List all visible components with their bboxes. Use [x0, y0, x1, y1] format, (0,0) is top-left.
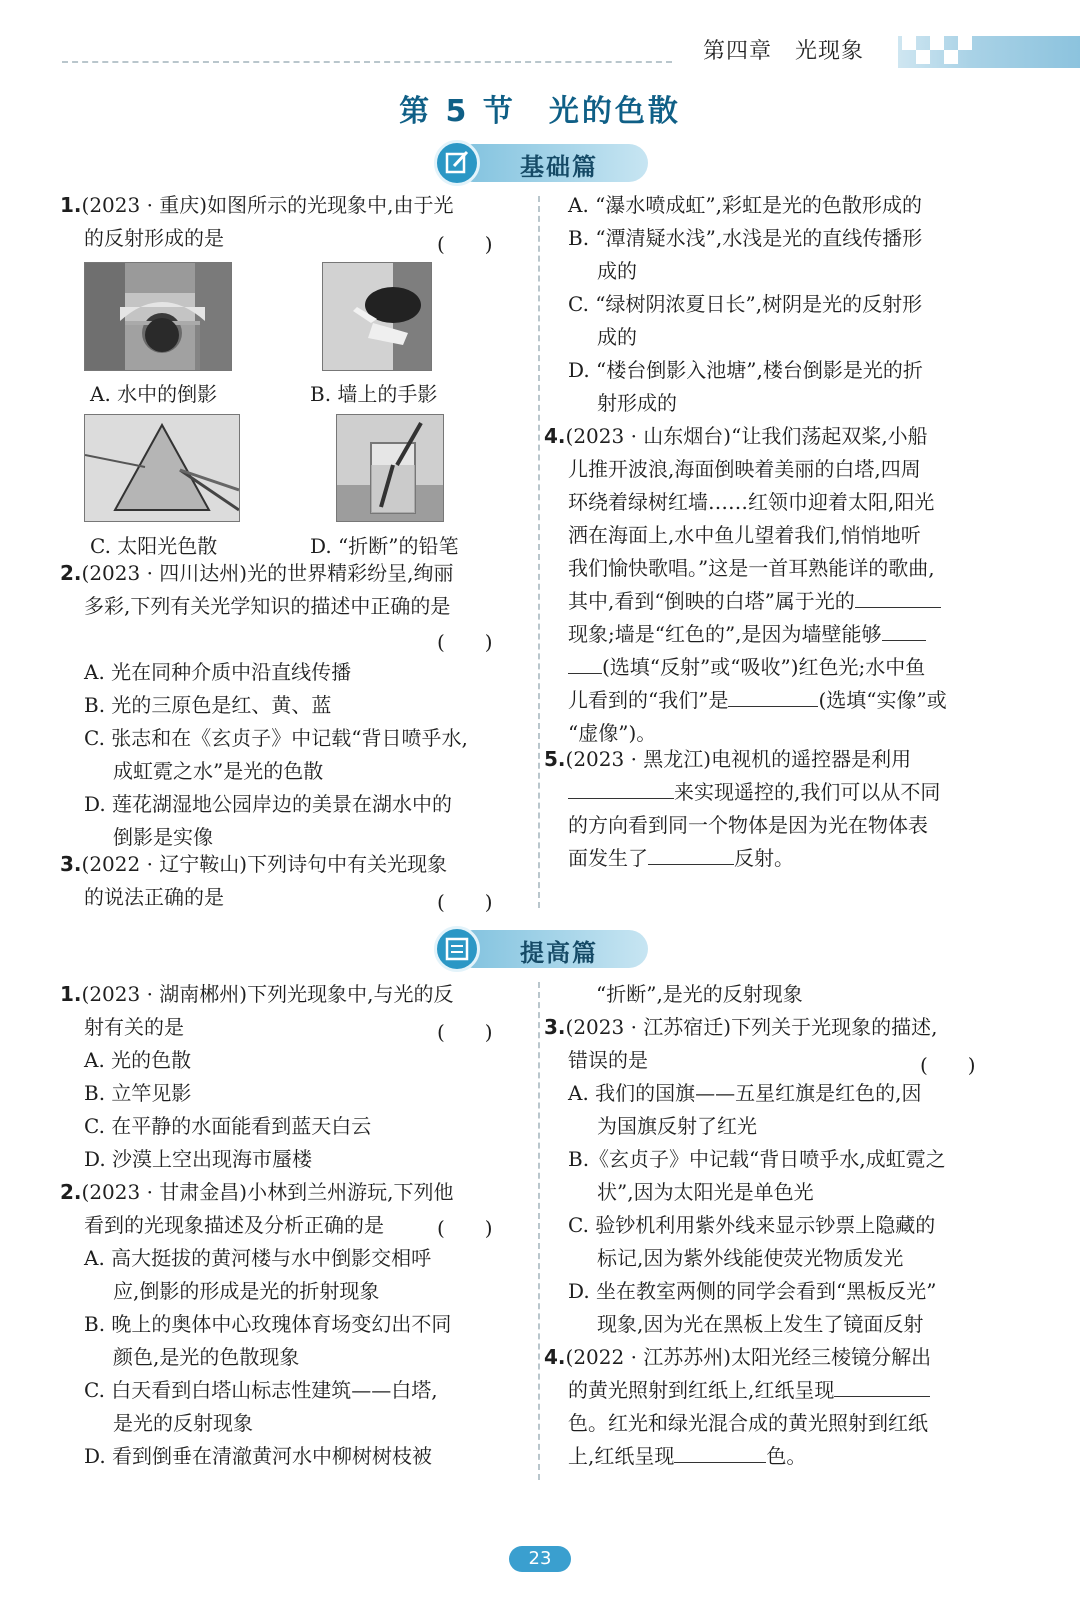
advanced-question-4: 4.(2022 · 江苏苏州)太阳光经三棱镜分解出 的黄光照射到红纸上,红纸呈现 色。红光和绿光混合成的黄光照射到红纸 上,红纸呈现 色。: [544, 1345, 932, 1468]
image-caption-c: C. 太阳光色散: [90, 534, 218, 558]
fill-blank[interactable]: [882, 618, 926, 641]
header-divider: [62, 61, 672, 63]
basic-question-2: 2.(2023 · 四川达州)光的世界精彩纷呈,绚丽 多彩,下列有关光学知识的描述中正确的是 A. 光在同种介质中沿直线传播 B. 光的三原色是红、黄、蓝 C. 张志和在《玄贞子》中记载“背日喷乎水, 成虹霓之水”是光的色散 D. 莲花湖湿地公园岸边的美景在湖水中的 倒影是实像: [60, 561, 468, 849]
edit-icon: [434, 140, 480, 186]
column-divider: [538, 196, 540, 908]
answer-bracket: ( ): [437, 232, 493, 256]
answer-bracket: ( ): [920, 1053, 976, 1077]
fill-blank[interactable]: [855, 585, 941, 608]
answer-bracket: ( ): [437, 1216, 493, 1240]
basic-question-3: 3.(2022 · 辽宁鞍山)下列诗句中有关光现象 的说法正确的是: [60, 852, 448, 909]
basic-question-1: 1.(2023 · 重庆)如图所示的光现象中,由于光 的反射形成的是: [60, 193, 454, 250]
advanced-question-2: 2.(2023 · 甘肃金昌)小林到兰州游玩,下列他 看到的光现象描述及分析正确的是 A. 高大挺拔的黄河楼与水中倒影交相呼 应,倒影的形成是光的折射现象 B. 晚上的奥体中心玫瑰体育场变幻出不同 颜色,是光的色散现象 C. 白天看到白塔山标志性建筑——白塔, 是光的反射现象 D. 看到倒垂在清澈黄河水中柳树树枝被: [60, 1180, 454, 1468]
basic-question-3-options: A. “瀑水喷成虹”,彩虹是光的色散形成的 B. “潭清疑水浅”,水浅是光的直线传播形 成的 C. “绿树阴浓夏日长”,树阴是光的反射形 成的 D. “楼台倒影入池塘”,楼台倒影是光的折 射形成的: [568, 193, 923, 415]
advanced-banner-label: 提高篇: [520, 939, 598, 967]
fill-blank[interactable]: [568, 651, 602, 674]
image-caption-a: A. 水中的倒影: [90, 382, 218, 406]
section-title: 第 5 节 光的色散: [399, 94, 681, 129]
advanced-question-1: 1.(2023 · 湖南郴州)下列光现象中,与光的反 射有关的是 A. 光的色散 B. 立竿见影 C. 在平静的水面能看到蓝天白云 D. 沙漠上空出现海市蜃楼: [60, 982, 454, 1171]
fill-blank[interactable]: [568, 776, 674, 799]
reflection-photo: [84, 262, 232, 371]
fill-blank[interactable]: [674, 1440, 766, 1463]
advanced-banner: [434, 926, 652, 972]
image-caption-b: B. 墙上的手影: [310, 382, 438, 406]
page-number: 23: [509, 1546, 571, 1572]
fill-blank[interactable]: [834, 1374, 930, 1397]
chapter-title: 第四章 光现象: [703, 39, 865, 64]
answer-bracket: ( ): [437, 630, 493, 654]
header-decoration: [898, 36, 1080, 68]
column-divider: [538, 982, 540, 1480]
fill-blank[interactable]: [728, 684, 818, 707]
basic-banner-label: 基础篇: [520, 153, 598, 181]
answer-bracket: ( ): [437, 890, 493, 914]
image-caption-d: D. “折断”的铅笔: [310, 534, 459, 558]
answer-bracket: ( ): [437, 1020, 493, 1044]
hand-shadow-photo: [322, 262, 432, 371]
fill-blank[interactable]: [648, 842, 734, 865]
list-icon: [434, 926, 480, 972]
basic-question-5: 5.(2023 · 黑龙江)电视机的遥控器是利用 来实现遥控的,我们可以从不同 的方向看到同一个物体是因为光在物体表 面发生了 反射。: [544, 747, 941, 870]
advanced-question-2-continued: “折断”,是光的反射现象: [596, 982, 803, 1006]
basic-banner: [434, 140, 652, 186]
basic-question-4: 4.(2023 · 山东烟台)“让我们荡起双桨,小船 儿推开波浪,海面倒映着美丽的白塔,四周 环绕着绿树红墙……红领巾迎着太阳,阳光 洒在海面上,水中鱼儿望着我们,悄悄地听 我们愉快歌唱。”这是一首耳熟能详的歌曲, 其中,看到“倒映的白塔”属于光的 现象;墙是“红色的”,是因为墙壁能够 (选填“反射”或“吸收”)红色光;水中鱼 儿看到的“我们”是 (选填“实像”或 “虚像”)。: [544, 424, 947, 745]
pencil-glass-photo: [336, 414, 444, 522]
prism-photo: [84, 414, 240, 522]
advanced-question-3: 3.(2023 · 江苏宿迁)下列关于光现象的描述, 错误的是 A. 我们的国旗——五星红旗是红色的,因 为国旗反射了红光 B.《玄贞子》中记载“背日喷乎水,成虹霓之 状”,因为太阳光是单色光 C. 验钞机利用紫外线来显示钞票上隐藏的 标记,因为紫外线能使荧光物质发光 D. 坐在教室两侧的同学会看到“黑板反光” 现象,因为光在黑板上发生了镜面反射: [544, 1015, 946, 1336]
